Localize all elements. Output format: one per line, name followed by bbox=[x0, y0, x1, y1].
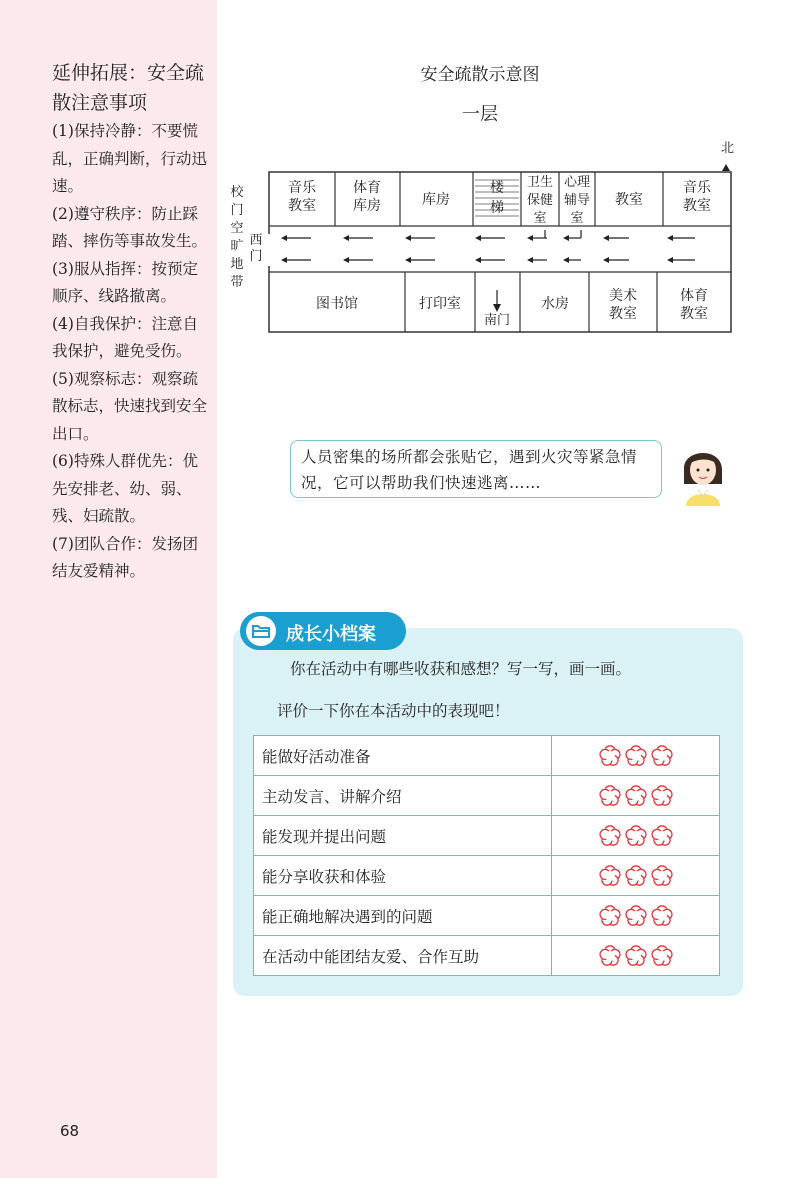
archive-title: 成长小档案 bbox=[286, 624, 376, 645]
rating-cell[interactable] bbox=[552, 936, 720, 976]
girl-avatar-icon bbox=[678, 440, 728, 506]
flower-icon[interactable] bbox=[599, 865, 621, 887]
room-label: 打印室 bbox=[419, 296, 461, 312]
svg-text:心理: 心理 bbox=[563, 175, 591, 190]
sidebar-list bbox=[52, 118, 212, 586]
flower-icon[interactable] bbox=[651, 905, 673, 927]
sidebar-item: (6)特殊人群优先：优先安排老、幼、弱、残、妇疏散。 bbox=[52, 452, 198, 525]
flower-icon[interactable] bbox=[625, 785, 647, 807]
flower-icon[interactable] bbox=[651, 745, 673, 767]
flower-icon[interactable] bbox=[599, 825, 621, 847]
north-label: 北 bbox=[721, 141, 735, 156]
svg-text:校: 校 bbox=[230, 185, 244, 200]
criteria-cell: 在活动中能团结友爱、合作互助 bbox=[254, 936, 552, 976]
table-row bbox=[254, 776, 720, 816]
svg-text:辅导: 辅导 bbox=[563, 193, 591, 208]
svg-text:带: 带 bbox=[230, 275, 244, 290]
flower-icon[interactable] bbox=[625, 745, 647, 767]
svg-text:教室: 教室 bbox=[683, 198, 711, 214]
sidebar-item: (7)团队合作：发扬团结友爱精神。 bbox=[52, 534, 198, 580]
archive-prompt-1: 你在活动中有哪些收获和感想？写一写，画一画。 bbox=[290, 660, 632, 678]
svg-text:门: 门 bbox=[249, 249, 263, 264]
flower-icon[interactable] bbox=[625, 865, 647, 887]
room-label: 教室 bbox=[615, 192, 643, 208]
rating-cell[interactable] bbox=[552, 896, 720, 936]
svg-text:保健: 保健 bbox=[526, 193, 554, 208]
svg-text:卫生: 卫生 bbox=[526, 175, 554, 190]
svg-text:旷: 旷 bbox=[230, 239, 244, 254]
sidebar-item: (5)观察标志：观察疏散标志，快速找到安全出口。 bbox=[52, 369, 208, 443]
page-number: 68 bbox=[60, 1122, 80, 1140]
svg-text:教室: 教室 bbox=[609, 306, 637, 322]
svg-text:西: 西 bbox=[249, 233, 263, 248]
svg-text:音乐: 音乐 bbox=[683, 180, 711, 196]
svg-text:门: 门 bbox=[230, 203, 244, 218]
archive-prompt-2: 评价一下你在本活动中的表现吧！ bbox=[277, 702, 510, 720]
table-row bbox=[254, 936, 720, 976]
rating-cell[interactable] bbox=[552, 856, 720, 896]
table-row bbox=[254, 736, 720, 776]
svg-text:空: 空 bbox=[230, 221, 244, 236]
flower-icon[interactable] bbox=[599, 945, 621, 967]
archive-badge bbox=[240, 612, 406, 650]
svg-text:库房: 库房 bbox=[353, 198, 381, 214]
sidebar-item: (1)保持冷静：不要慌乱，正确判断，行动迅速。 bbox=[52, 122, 208, 195]
criteria-cell: 能正确地解决遇到的问题 bbox=[254, 896, 552, 936]
table-row bbox=[254, 816, 720, 856]
svg-text:室: 室 bbox=[533, 211, 547, 226]
south-gate-label: 南门 bbox=[483, 313, 511, 328]
evaluation-table bbox=[253, 735, 720, 976]
sidebar-item: (3)服从指挥：按预定顺序、线路撤离。 bbox=[52, 259, 198, 305]
sidebar-title: 延伸拓展：安全疏散注意事项 bbox=[52, 62, 205, 114]
svg-text:教室: 教室 bbox=[288, 198, 316, 214]
map-floor: 一层 bbox=[462, 104, 498, 125]
table-row bbox=[254, 856, 720, 896]
flower-icon[interactable] bbox=[651, 945, 673, 967]
flower-icon[interactable] bbox=[599, 785, 621, 807]
sidebar-item: (2)遵守秩序：防止踩踏、摔伤等事故发生。 bbox=[52, 204, 208, 250]
svg-text:地: 地 bbox=[230, 257, 244, 272]
evacuation-map bbox=[225, 130, 745, 350]
flower-icon[interactable] bbox=[625, 825, 647, 847]
flower-icon[interactable] bbox=[651, 865, 673, 887]
svg-text:体育: 体育 bbox=[680, 288, 708, 304]
room-label: 图书馆 bbox=[316, 296, 358, 312]
svg-text:室: 室 bbox=[570, 211, 584, 226]
flower-icon[interactable] bbox=[599, 745, 621, 767]
room-label: 库房 bbox=[422, 192, 450, 208]
svg-text:美术: 美术 bbox=[609, 288, 637, 304]
folder-icon bbox=[246, 616, 276, 646]
speech-bubble: 人员密集的场所都会张贴它，遇到火灾等紧急情况，它可以帮助我们快速逃离…… bbox=[290, 440, 662, 498]
room-label: 水房 bbox=[541, 296, 569, 312]
sidebar-item: (4)自我保护：注意自我保护，避免受伤。 bbox=[52, 314, 198, 360]
rating-cell[interactable] bbox=[552, 776, 720, 816]
criteria-cell: 能分享收获和体验 bbox=[254, 856, 552, 896]
svg-text:教室: 教室 bbox=[680, 306, 708, 322]
criteria-cell: 主动发言、讲解介绍 bbox=[254, 776, 552, 816]
flower-icon[interactable] bbox=[625, 905, 647, 927]
rating-cell[interactable] bbox=[552, 816, 720, 856]
north-arrow-icon bbox=[722, 164, 730, 171]
map-title: 安全疏散示意图 bbox=[420, 65, 540, 85]
table-row bbox=[254, 896, 720, 936]
svg-text:楼: 楼 bbox=[490, 180, 504, 196]
svg-text:体育: 体育 bbox=[353, 180, 381, 196]
flower-icon[interactable] bbox=[625, 945, 647, 967]
criteria-cell: 能发现并提出问题 bbox=[254, 816, 552, 856]
criteria-cell: 能做好活动准备 bbox=[254, 736, 552, 776]
room-label: 音乐 bbox=[288, 180, 316, 196]
flower-icon[interactable] bbox=[599, 905, 621, 927]
flower-icon[interactable] bbox=[651, 785, 673, 807]
rating-cell[interactable] bbox=[552, 736, 720, 776]
svg-text:梯: 梯 bbox=[490, 200, 504, 216]
flower-icon[interactable] bbox=[651, 825, 673, 847]
